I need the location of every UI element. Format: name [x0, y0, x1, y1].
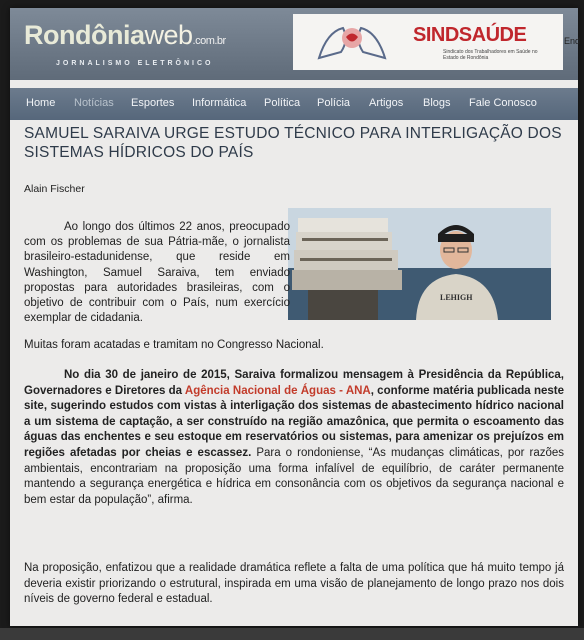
masthead — [10, 8, 581, 80]
p2-bold-start: No dia 30 de janeiro de 2015, Saraiva formalizou mensagem à Presidência da República, Governadores e Diretores da — [24, 369, 564, 397]
ad-brand: SINDSAÚDE — [413, 24, 527, 46]
nav-noticias[interactable]: Notícias — [74, 97, 114, 109]
intro-closing: Muitas foram acatadas e tramitam no Congresso Nacional. — [24, 339, 324, 351]
logo-suffix: .com.br — [192, 35, 226, 47]
nav-blogs[interactable]: Blogs — [423, 97, 451, 109]
article-author: Alain Fischer — [24, 183, 85, 195]
p2-normal: Para o rondoniense, “As mudanças climáticas, por razões ambientais, encontrariam na proposição uma forma infalível de equilíbrio, de caráter permanente mantendo a segurança energética e hídrica em consonância com os objetivos da segurança nacional e bem estar da população”, afirma. — [24, 446, 565, 506]
nav-artigos[interactable]: Artigos — [369, 97, 404, 109]
hands-heart-icon — [313, 18, 391, 66]
ana-agency-link[interactable]: Agência Nacional de Águas - ANA — [184, 384, 371, 397]
main-navigation — [10, 88, 578, 120]
logo-main: Rondônia — [24, 20, 145, 50]
article-intro — [24, 220, 290, 326]
p2-bold-end: , conforme matéria publicada neste site, sugerindo estudos com vistas à interligação dos sistemas de abastecimento hídrico nacional a um sistema de captação, a ser construído na região amazônica, que permita o escoamento das águas das enchentes e seu estoque em reservatórios ou sistemas, para amenizar os prejuízos em regiões afetadas por cheias e escassez. — [24, 384, 564, 459]
article-photo — [288, 208, 551, 320]
article-paragraph-2 — [24, 368, 564, 508]
nav-fale-conosco[interactable]: Fale Conosco — [469, 97, 537, 109]
logo-web: web — [144, 20, 193, 50]
ad-banner[interactable] — [293, 14, 563, 70]
nav-politica[interactable]: Política — [264, 97, 301, 109]
nav-esportes[interactable]: Esportes — [131, 97, 175, 109]
nav-informatica[interactable]: Informática — [192, 97, 247, 109]
newspaper-page — [10, 8, 581, 626]
site-tagline: JORNALISMO ELETRÔNICO — [56, 60, 214, 67]
ad-subtitle: Sindicato dos Trabalhadores em Saúde no Estado de Rondônia — [443, 49, 538, 61]
article-paragraph-3: Na proposição, enfatizou que a realidade dramática reflete a falta de uma política que há muito tempo já deveria existir priorizando o estrutural, inspirada em uma visão de planejamento de longo prazo nos dois níveis de governo federal e estadual. — [24, 562, 564, 606]
intro-text: Ao longo dos últimos 22 anos, preocupado com os problemas de sua Pátria-mãe, o jornalista brasileiro-estadunidense, que reside em Washington, Samuel Saraiva, tem enviado propostas para autoridades brasileiras, com o objetivo de contribuir com o País, num exercício exemplar de cidadania. — [24, 221, 290, 325]
shirt-text: LEHIGH — [440, 293, 473, 302]
nav-home[interactable]: Home — [26, 97, 56, 109]
article-title: SAMUEL SARAIVA URGE ESTUDO TÉCNICO PARA INTERLIGAÇÃO DOS SISTEMAS HÍDRICOS DO PAÍS — [24, 125, 562, 161]
end-tab[interactable]: End — [564, 36, 581, 46]
nav-policia[interactable]: Polícia — [317, 97, 351, 109]
site-logo[interactable] — [24, 20, 226, 51]
bottom-edge — [0, 628, 584, 640]
